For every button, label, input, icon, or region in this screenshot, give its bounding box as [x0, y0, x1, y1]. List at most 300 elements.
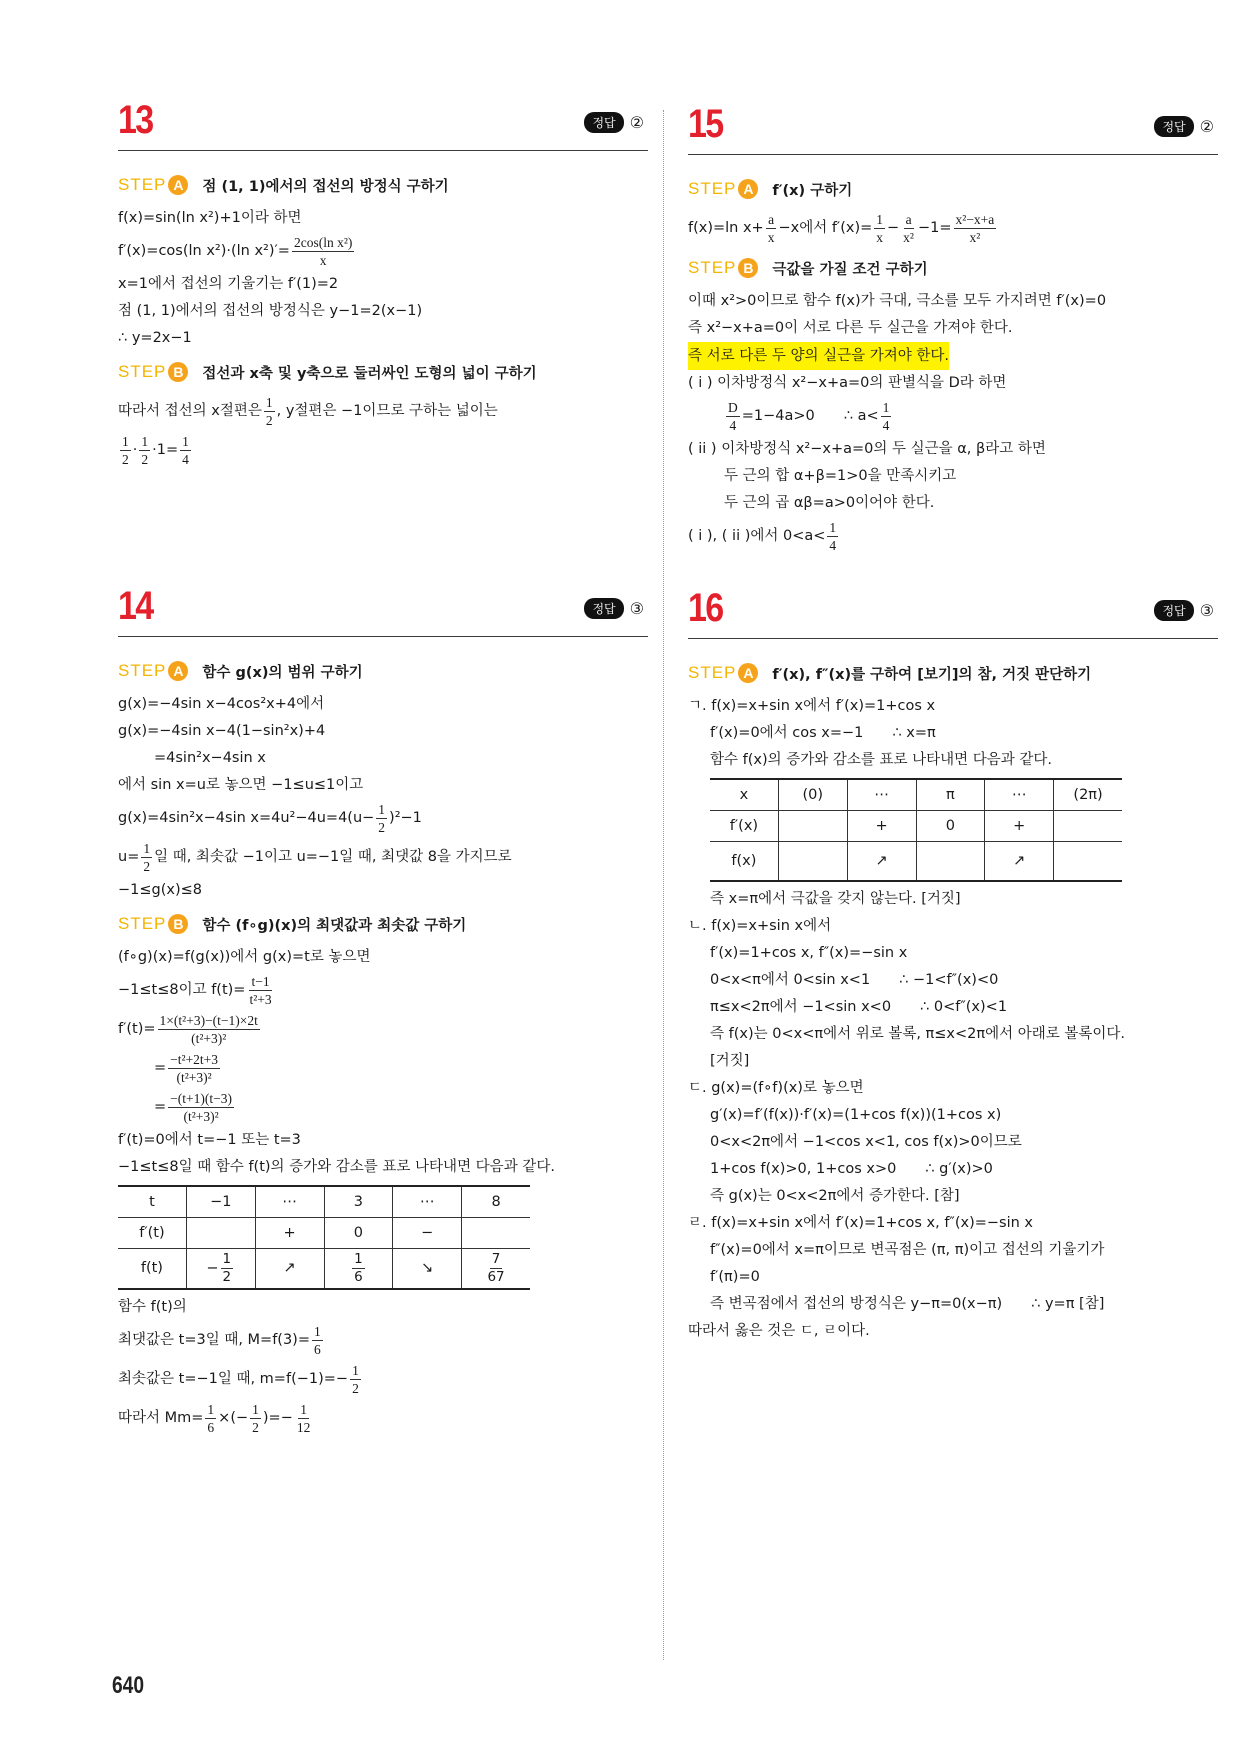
solution-line [688, 1102, 1218, 1129]
table-cell [985, 842, 1054, 882]
fraction [827, 519, 838, 554]
math-text: −1≤t≤8일 때 함수 f(t)의 증가와 감소를 표로 나타내면 다음과 같다. [118, 1159, 555, 1175]
solution-line [118, 1049, 648, 1088]
denominator: 67 [487, 1269, 505, 1285]
math-text: 따라서 Mm= [118, 1410, 204, 1426]
fraction [168, 1090, 234, 1125]
math-text: + [875, 817, 888, 834]
solution-line [118, 1360, 648, 1399]
math-text: = [154, 1060, 167, 1076]
solution-line [118, 325, 648, 352]
problem-14 [118, 584, 648, 1438]
solution-line [118, 392, 648, 431]
math-text: =1−4a>0 ∴ a< [741, 408, 879, 424]
fraction [485, 1251, 506, 1286]
solution-line [688, 1156, 1218, 1183]
math-text: 1+cos f(x)>0, 1+cos x>0 ∴ g′(x)>0 [710, 1161, 993, 1177]
math-text: ㄷ. g(x)=(f∘f)(x)로 놓으면 [688, 1080, 864, 1096]
math-text: ⋯ [419, 1193, 435, 1210]
highlight [688, 342, 949, 370]
math-text: + [283, 1224, 296, 1241]
math-text: )²−1 [389, 810, 422, 826]
step-heading [688, 659, 1218, 687]
solution-line [688, 747, 1218, 774]
table-row [118, 1249, 530, 1290]
math-text: ⋯ [1011, 786, 1027, 803]
fraction [376, 801, 387, 836]
step-badge: B [738, 258, 758, 278]
denominator: x [319, 253, 327, 268]
fraction [352, 1251, 365, 1286]
numerator: 1 [876, 212, 884, 227]
denominator: (t²+3)² [191, 1031, 227, 1046]
solution-line [118, 1399, 648, 1438]
numerator: 1 [829, 520, 837, 535]
solution-line [688, 490, 1218, 517]
denominator: 2 [252, 1420, 259, 1435]
step-heading [118, 171, 648, 199]
answer [1154, 600, 1214, 621]
solution-line [118, 772, 648, 799]
math-text: ( i ), ( ii )에서 0<a< [688, 528, 826, 544]
table-cell [255, 1249, 324, 1290]
step-label: STEP [118, 175, 167, 194]
numerator: t−1 [251, 974, 270, 989]
answer [1154, 116, 1214, 137]
solution-line [118, 232, 648, 271]
highlighted-line [688, 342, 1218, 370]
step-label: STEP [688, 663, 737, 682]
problem-16 [688, 586, 1218, 1345]
math-text: (2π) [1073, 786, 1103, 803]
solution-body [688, 639, 1218, 1345]
math-text: 즉 변곡점에서 접선의 방정식은 y−π=0(x−π) ∴ y=π [참] [710, 1296, 1105, 1312]
solution-line [118, 1294, 648, 1321]
table-cell [118, 1249, 186, 1290]
math-text: ⋯ [874, 786, 889, 803]
step-title: 함수 g(x)의 범위 구하기 [202, 664, 363, 681]
math-text: 에서 sin x=u로 놓으면 −1≤u≤1이고 [118, 777, 364, 793]
math-text: ↗ [875, 852, 888, 869]
step-heading [118, 358, 648, 386]
math-text: 즉 서로 다른 두 양의 실근을 가져야 한다. [688, 348, 949, 364]
table-cell [778, 779, 847, 811]
solution-line [688, 463, 1218, 490]
solution-line [118, 1127, 648, 1154]
solution-body [118, 637, 648, 1438]
denominator: 4 [729, 418, 737, 433]
math-text: ↗ [1013, 852, 1026, 869]
table-cell [985, 779, 1054, 811]
numerator: 1×(t²+3)−(t−1)×2t [159, 1013, 258, 1028]
math-text: −1 [210, 1193, 232, 1210]
numerator: 1 [252, 1402, 259, 1417]
solution-line [118, 271, 648, 298]
math-text: ㄹ. f(x)=x+sin x에서 f′(x)=1+cos x, f″(x)=−sin x [688, 1215, 1033, 1231]
math-text: f(x) [731, 852, 757, 869]
numerator: 1 [207, 1402, 215, 1417]
table-cell [710, 779, 778, 811]
math-text: (f∘g)(x)=f(g(x))에서 g(x)=t로 놓으면 [118, 949, 371, 965]
table-cell [462, 1249, 530, 1290]
math-text: 두 근의 합 α+β=1>0을 만족시키고 [724, 468, 957, 484]
math-text: f(x)=sin(ln x²)+1이라 하면 [118, 210, 302, 226]
table-cell [255, 1186, 324, 1218]
table-cell [118, 1186, 186, 1218]
numerator: 1 [182, 434, 189, 449]
problem-number: 14 [118, 584, 153, 628]
math-text: f(x)=ln x+ [688, 220, 764, 236]
numerator: 1 [122, 434, 129, 449]
problem-number: 16 [688, 586, 723, 630]
solution-line [118, 718, 648, 745]
table-row [118, 1218, 530, 1249]
numerator: 7 [491, 1251, 501, 1267]
table-cell [916, 811, 985, 842]
math-text: 0 [945, 817, 956, 834]
math-text: f″(x)=0에서 x=π이므로 변곡점은 (π, π)이고 접선의 기울기가 [710, 1242, 1105, 1258]
solution-line [688, 693, 1218, 720]
denominator: (t²+3)² [183, 1109, 219, 1124]
denominator: (t²+3)² [176, 1070, 212, 1085]
denominator: 4 [829, 538, 837, 553]
math-text: u= [118, 849, 140, 865]
math-text: )=− [262, 1410, 293, 1426]
answer-badge: 정답 [584, 598, 623, 619]
answer-value: ② [1199, 117, 1214, 136]
solution-line [688, 517, 1218, 556]
solution-line [688, 1318, 1218, 1345]
math-text: 0<x<π에서 0<sin x<1 ∴ −1<f″(x)<0 [710, 972, 999, 988]
denominator: 6 [207, 1420, 215, 1435]
fraction [901, 211, 916, 246]
table-cell [1054, 842, 1122, 882]
step-heading [688, 254, 1218, 282]
math-text: ∴ y=2x−1 [118, 330, 192, 346]
solution-line [118, 971, 648, 1010]
solution-line [688, 940, 1218, 967]
table-cell [1054, 779, 1122, 811]
answer [584, 112, 644, 133]
step-label: STEP [118, 362, 167, 381]
math-text: = [154, 1099, 167, 1115]
denominator: 2 [265, 413, 273, 428]
math-text: f(t) [140, 1260, 163, 1276]
fraction [264, 394, 275, 429]
math-text: ·1= [152, 442, 179, 458]
math-text: 따라서 옳은 것은 ㄷ, ㄹ이다. [688, 1323, 870, 1339]
math-text: 즉 f(x)는 0<x<π에서 위로 볼록, π≤x<2π에서 아래로 볼록이다. [710, 1026, 1125, 1042]
math-text: 함수 f(x)의 증가와 감소를 표로 나타내면 다음과 같다. [710, 752, 1053, 768]
table-cell [393, 1249, 462, 1290]
math-text: ⋯ [282, 1193, 297, 1210]
solution-line [688, 1264, 1218, 1291]
solution-body [688, 155, 1218, 556]
math-text: 즉 g(x)는 0<x<2π에서 증가한다. [참] [710, 1188, 960, 1204]
solution-line [688, 967, 1218, 994]
math-text: 3 [353, 1193, 364, 1210]
table-cell [778, 811, 847, 842]
math-text: f′(t)=0에서 t=−1 또는 t=3 [118, 1132, 301, 1148]
denominator: 2 [352, 1381, 359, 1396]
math-text: f′(t) [139, 1224, 165, 1241]
numerator: 1 [314, 1324, 321, 1339]
solution-line [118, 1088, 648, 1127]
denominator: t²+3 [249, 992, 272, 1007]
table-cell [916, 842, 985, 882]
table-row [710, 811, 1122, 842]
fraction [292, 234, 354, 269]
math-text: f′(π)=0 [710, 1269, 760, 1285]
math-text: (0) [802, 786, 824, 803]
solution-line [118, 1010, 648, 1049]
answer [584, 598, 644, 619]
step-label: STEP [688, 258, 737, 277]
solution-line [688, 1021, 1218, 1048]
fraction [180, 433, 191, 468]
step-title: 접선과 x축 및 y축으로 둘러싸인 도형의 넓이 구하기 [202, 365, 537, 382]
math-text: −x에서 f′(x)= [778, 220, 873, 236]
denominator: x² [969, 230, 981, 245]
table-cell [916, 779, 985, 811]
solution-line [118, 1321, 648, 1360]
table-cell [186, 1186, 255, 1218]
page-number: 640 [112, 1672, 145, 1699]
fraction [250, 1401, 261, 1436]
math-text: ↗ [283, 1260, 296, 1276]
numerator: 1 [352, 1363, 359, 1378]
solution-line [118, 877, 648, 904]
fraction [874, 211, 885, 246]
answer-value: ② [629, 113, 644, 132]
problem-header [688, 102, 1218, 155]
math-text: 따라서 접선의 x절편은 [118, 403, 262, 419]
solution-line [688, 720, 1218, 747]
solution-line [118, 691, 648, 718]
table-wrapper [118, 1181, 648, 1294]
denominator: x [876, 230, 884, 245]
table-row [710, 842, 1122, 882]
problem-header [688, 586, 1218, 639]
denominator: 6 [314, 1342, 321, 1357]
variation-table [710, 778, 1122, 882]
numerator: 1 [265, 395, 273, 410]
numerator: 1 [300, 1402, 307, 1417]
math-text: 0 [353, 1224, 364, 1241]
math-text: − [887, 220, 900, 236]
denominator: 2 [378, 820, 386, 835]
math-text: π≤x<2π에서 −1<sin x<0 ∴ 0<f″(x)<1 [710, 999, 1008, 1015]
denominator: x² [903, 230, 914, 245]
math-text: g(x)=−4sin x−4(1−sin²x)+4 [118, 723, 326, 739]
table-cell [324, 1218, 393, 1249]
numerator: 1 [882, 400, 890, 415]
denominator: 2 [143, 859, 151, 874]
table-cell [118, 1218, 186, 1249]
fraction [158, 1012, 260, 1047]
math-text: 즉 x²−x+a=0이 서로 다른 두 실근을 가져야 한다. [688, 320, 1013, 336]
math-text: 0<x<2π에서 −1<cos x<1, cos f(x)>0이므로 [710, 1134, 1022, 1150]
step-badge: B [168, 362, 188, 382]
denominator: x [767, 230, 775, 245]
numerator: −(t+1)(t−3) [170, 1091, 232, 1106]
math-text: =4sin²x−4sin x [154, 750, 266, 766]
math-text: 즉 x=π에서 극값을 갖지 않는다. [거짓] [710, 891, 961, 907]
fraction [120, 433, 131, 468]
denominator: 2 [222, 1269, 232, 1285]
table-cell [393, 1218, 462, 1249]
numerator: D [728, 400, 738, 415]
step-badge: A [738, 179, 758, 199]
step-label: STEP [118, 661, 167, 680]
solution-line [688, 370, 1218, 397]
numerator: 1 [222, 1251, 232, 1267]
table-cell [847, 811, 916, 842]
math-text: t [149, 1193, 155, 1210]
solution-line [688, 1129, 1218, 1156]
step-heading [118, 657, 648, 685]
math-text: g(x)=4sin²x−4sin x=4u²−4u=4(u− [118, 810, 375, 826]
table-cell [847, 779, 916, 811]
math-text: − [206, 1260, 219, 1277]
answer-badge: 정답 [1154, 116, 1193, 137]
table-cell [255, 1218, 324, 1249]
math-text: f′(x)=0에서 cos x=−1 ∴ x=π [710, 725, 936, 741]
solution-line [688, 397, 1218, 436]
table-cell [462, 1186, 530, 1218]
math-text: − [421, 1224, 434, 1241]
solution-line [118, 944, 648, 971]
numerator: a [768, 212, 775, 227]
numerator: 1 [143, 841, 151, 856]
math-text: 최댓값은 t=3일 때, M=f(3)= [118, 1332, 310, 1348]
fraction [312, 1323, 323, 1358]
fraction [247, 973, 273, 1008]
math-text: −1≤g(x)≤8 [118, 882, 202, 898]
fraction [350, 1362, 361, 1397]
solution-line [118, 838, 648, 877]
solution-line [118, 799, 648, 838]
denominator: 6 [354, 1269, 363, 1285]
math-text: 두 근의 곱 αβ=a>0이어야 한다. [724, 495, 935, 511]
step-title: 점 (1, 1)에서의 접선의 방정식 구하기 [202, 178, 449, 195]
table-cell [324, 1186, 393, 1218]
fraction [954, 211, 997, 246]
numerator: 2cos(ln x²) [293, 235, 353, 250]
math-text: π [946, 786, 955, 803]
problem-header [118, 584, 648, 637]
solution-line [688, 1237, 1218, 1264]
math-text: 최솟값은 t=−1일 때, m=f(−1)=− [118, 1371, 349, 1387]
math-text: ↘ [421, 1260, 434, 1276]
numerator: 1 [378, 802, 386, 817]
problem-number: 13 [118, 98, 153, 142]
table-cell [710, 842, 778, 882]
table-wrapper [688, 774, 1218, 886]
solution-line [118, 298, 648, 325]
step-title: 함수 (f∘g)(x)의 최댓값과 최솟값 구하기 [202, 917, 467, 934]
math-text: x [739, 786, 749, 803]
table-cell [778, 842, 847, 882]
fraction [139, 433, 150, 468]
solution-line [688, 288, 1218, 315]
solution-line [688, 436, 1218, 463]
step-badge: A [738, 663, 758, 683]
table-cell [847, 842, 916, 882]
answer-value: ③ [1199, 601, 1214, 620]
step-title: f′(x) 구하기 [772, 182, 853, 199]
math-text: , y절편은 −1이므로 구하는 넓이는 [276, 403, 498, 419]
math-text: f′(t)= [118, 1021, 156, 1037]
solution-line [688, 994, 1218, 1021]
math-text: ( i ) 이차방정식 x²−x+a=0의 판별식을 D라 하면 [688, 375, 1007, 391]
math-text: ×(− [218, 1410, 249, 1426]
table-cell [462, 1218, 530, 1249]
step-badge: A [168, 175, 188, 195]
step-badge: A [168, 661, 188, 681]
math-text: · [132, 442, 138, 458]
fraction [726, 399, 740, 434]
denominator: 2 [141, 452, 149, 467]
denominator: 4 [182, 452, 189, 467]
numerator: a [905, 212, 912, 227]
fraction [221, 1251, 234, 1286]
fraction [766, 211, 777, 246]
table-cell [393, 1186, 462, 1218]
math-text: f′(x)=cos(ln x²)·(ln x²)′= [118, 243, 290, 259]
solution-line [688, 1291, 1218, 1318]
math-text: x=1에서 접선의 기울기는 f′(1)=2 [118, 276, 339, 292]
answer-value: ③ [629, 599, 644, 618]
solution-line [118, 1154, 648, 1181]
solution-line [688, 1183, 1218, 1210]
math-text: 이때 x²>0이므로 함수 f(x)가 극대, 극소를 모두 가지려면 f′(x)=0 [688, 293, 1107, 309]
table-cell [186, 1249, 255, 1290]
problem-15 [688, 102, 1218, 556]
math-text: 8 [491, 1193, 501, 1210]
problem-13 [118, 98, 648, 470]
math-text: + [1013, 817, 1026, 834]
table-cell [1054, 811, 1122, 842]
fraction [295, 1401, 313, 1436]
solution-line [688, 1075, 1218, 1102]
numerator: x²−x+a [955, 212, 995, 227]
solution-line [688, 315, 1218, 342]
numerator: 1 [141, 434, 149, 449]
table-cell [710, 811, 778, 842]
answer-badge: 정답 [1154, 600, 1193, 621]
column-divider [663, 110, 664, 1660]
fraction [881, 399, 892, 434]
solution-line [118, 745, 648, 772]
table-row [118, 1186, 530, 1218]
math-text: [거짓] [710, 1053, 750, 1069]
solution-line [688, 1048, 1218, 1075]
step-title: f′(x), f″(x)를 구하여 [보기]의 참, 거짓 판단하기 [772, 666, 1092, 683]
solution-line [688, 209, 1218, 248]
problem-header [118, 98, 648, 151]
math-text: 함수 f(t)의 [118, 1299, 187, 1315]
solution-line [688, 913, 1218, 940]
math-text: g(x)=−4sin x−4cos²x+4에서 [118, 696, 325, 712]
table-cell [186, 1218, 255, 1249]
denominator: 2 [122, 452, 129, 467]
fraction [168, 1051, 220, 1086]
math-text: ( ii ) 이차방정식 x²−x+a=0의 두 실근을 α, β라고 하면 [688, 441, 1046, 457]
solution-line [688, 886, 1218, 913]
fraction [141, 840, 152, 875]
step-label: STEP [688, 179, 737, 198]
